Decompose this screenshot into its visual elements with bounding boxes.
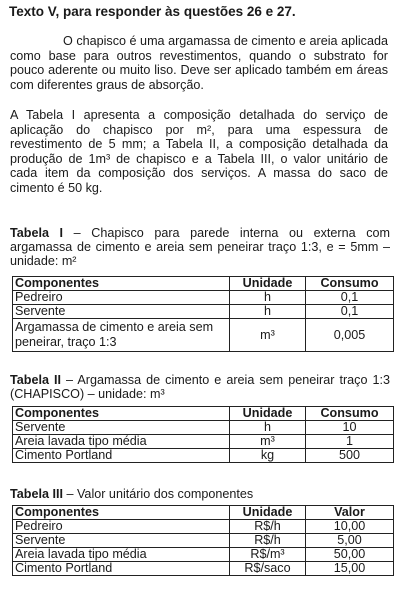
table-cell: 0,1 — [306, 305, 394, 319]
table-row — [13, 421, 394, 435]
table-header: Componentes — [13, 407, 230, 421]
table-row — [13, 435, 394, 449]
table-cell: 10 — [306, 421, 394, 435]
table-cell: 0,1 — [306, 291, 394, 305]
table-cell: Cimento Portland — [13, 562, 230, 576]
table-row — [13, 520, 394, 534]
table3-caption — [10, 488, 390, 502]
table-row — [13, 562, 394, 576]
table-cell: Cimento Portland — [13, 449, 230, 463]
table-cell: h — [230, 291, 306, 305]
table-header: Unidade — [230, 506, 306, 520]
table-header: Componentes — [13, 506, 230, 520]
table-cell: m³ — [230, 319, 306, 352]
table-header: Componentes — [13, 277, 230, 291]
paragraph-tables-intro: A Tabela I apresenta a composição detalhada do serviço de aplicação do chapisco por m², para uma espessura de revestimento de 5 mm; a Tabela II, a composição detalhada da produção de 1m³ de chapisco e a Tabela III, o valor unitário de cada item da composição dos serviços. A massa do saco de cimento é 50 kg. — [10, 108, 388, 195]
table-cell: 500 — [306, 449, 394, 463]
table-cell: Argamassa de cimento e areia sem peneirar, traço 1:3 — [13, 319, 230, 352]
table-cell: kg — [230, 449, 306, 463]
paragraph-chapisco-definition: O chapisco é uma argamassa de cimento e areia aplicada como base para outros revestimentos, quando o substrato for pouco aderente ou muito liso. Deve ser aplicado também em áreas com diferentes graus de absorção. — [10, 34, 388, 92]
table-header: Consumo — [306, 277, 394, 291]
table-header-row — [13, 506, 394, 520]
table2-caption-text: – Argamassa de cimento e areia sem peneirar traço 1:3 (CHAPISCO) – unidade: m³ — [10, 373, 390, 401]
table-row — [13, 548, 394, 562]
table-cell: h — [230, 421, 306, 435]
table2-label: Tabela II — [10, 373, 61, 387]
table-header: Unidade — [230, 407, 306, 421]
table-row — [13, 449, 394, 463]
table-cell: Pedreiro — [13, 291, 230, 305]
table-header: Unidade — [230, 277, 306, 291]
table-cell: 1 — [306, 435, 394, 449]
table-cell: R$/h — [230, 534, 306, 548]
table-cell: Areia lavada tipo média — [13, 548, 230, 562]
table2-caption — [10, 374, 390, 402]
table3 — [12, 505, 394, 576]
table2 — [12, 406, 394, 463]
table-row — [13, 319, 394, 352]
table-row — [13, 534, 394, 548]
table-cell: 5,00 — [306, 534, 394, 548]
table-cell: Areia lavada tipo média — [13, 435, 230, 449]
table3-label: Tabela III — [10, 487, 63, 501]
table-header-row — [13, 407, 394, 421]
table-cell: Servente — [13, 534, 230, 548]
table-cell: R$/h — [230, 520, 306, 534]
table-cell: R$/m³ — [230, 548, 306, 562]
table-cell: Servente — [13, 421, 230, 435]
table-cell: Pedreiro — [13, 520, 230, 534]
table-header: Consumo — [306, 407, 394, 421]
table-header: Valor — [306, 506, 394, 520]
table-cell: 15,00 — [306, 562, 394, 576]
table-cell: 50,00 — [306, 548, 394, 562]
text-heading: Texto V, para responder às questões 26 e 27. — [9, 4, 296, 19]
table-cell: 10,00 — [306, 520, 394, 534]
table-row — [13, 305, 394, 319]
table1 — [12, 276, 394, 352]
table1-caption — [10, 227, 390, 268]
table-cell: h — [230, 305, 306, 319]
table1-label: Tabela I — [10, 226, 64, 240]
table1-caption-text: – Chapisco para parede interna ou externa com argamassa de cimento e areia sem peneirar traço 1:3, e = 5mm – unidade: m² — [10, 226, 391, 268]
table-row — [13, 291, 394, 305]
table-cell: R$/saco — [230, 562, 306, 576]
table-cell: 0,005 — [306, 319, 394, 352]
table-cell: Servente — [13, 305, 230, 319]
table-cell: m³ — [230, 435, 306, 449]
table3-caption-text: – Valor unitário dos componentes — [62, 487, 254, 501]
table-header-row — [13, 277, 394, 291]
